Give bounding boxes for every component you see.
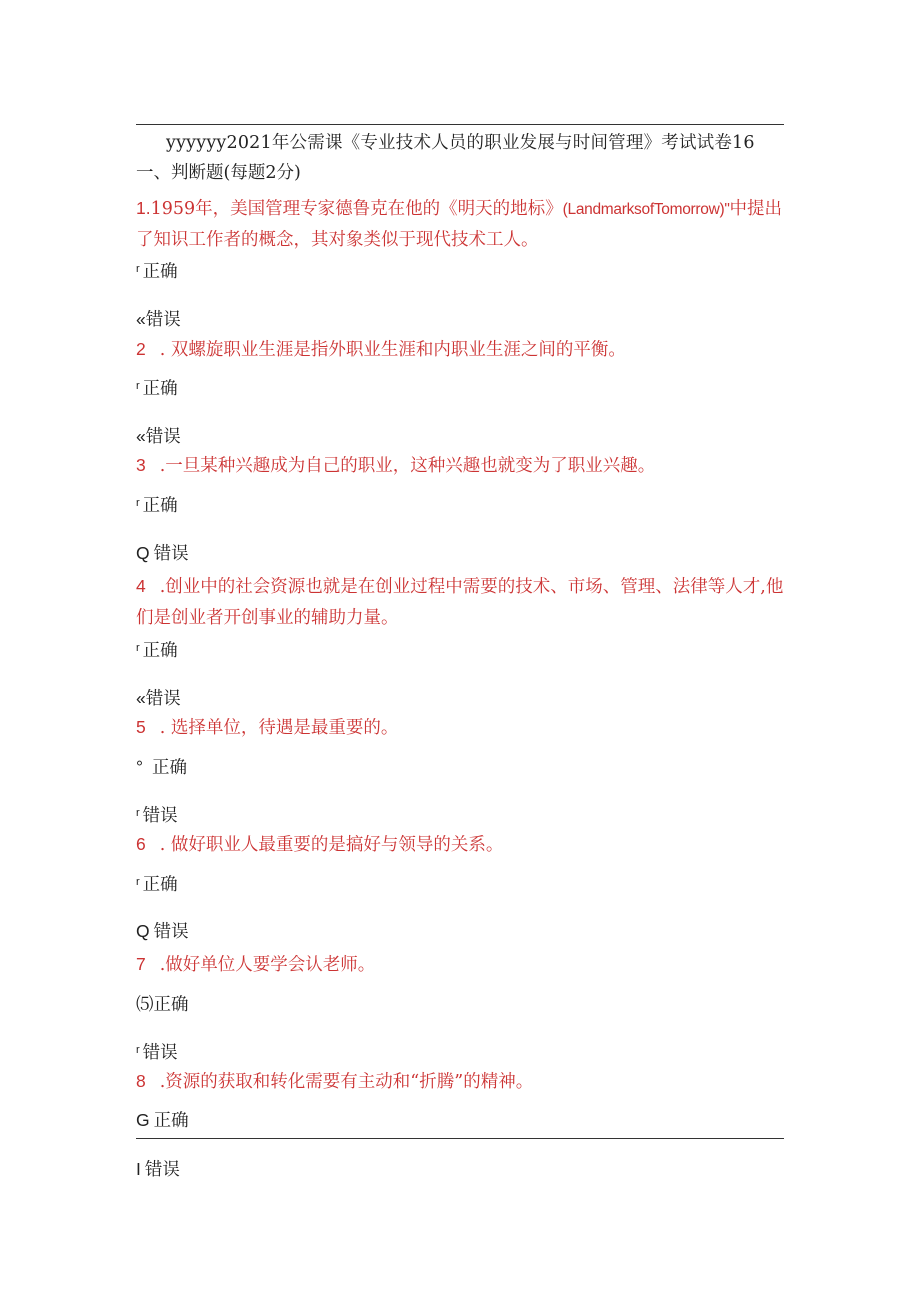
question-number: 1.: [136, 198, 151, 218]
option-false[interactable]: [136, 685, 181, 710]
radio-mark: «: [136, 309, 146, 329]
option-label: 正确: [153, 995, 189, 1015]
option-label: 错误: [153, 544, 189, 564]
question-8: [136, 1066, 786, 1098]
option-true[interactable]: [136, 375, 178, 400]
option-label: 正确: [142, 379, 178, 399]
option-label: 错误: [145, 427, 181, 447]
option-label: 错误: [142, 1043, 178, 1063]
option-false[interactable]: [136, 802, 178, 827]
question-number: 2: [136, 339, 146, 359]
question-number: 5: [136, 717, 146, 737]
question-text: .创业中的社会资源也就是在创业过程中需要的技术、市场、管理、法律等人才,他们是创业者开创事业的辅助力量。: [136, 577, 784, 628]
option-false[interactable]: [136, 306, 181, 331]
option-false[interactable]: [136, 918, 189, 943]
radio-mark: I: [136, 1159, 141, 1179]
question-text: 中提出了知识工作者的概念，其对象类似于现代技术工人。: [136, 199, 783, 250]
option-true[interactable]: [136, 754, 187, 779]
option-label: 正确: [142, 875, 178, 895]
option-true[interactable]: [136, 637, 178, 662]
option-label: 正确: [142, 641, 178, 661]
option-true[interactable]: [136, 991, 189, 1016]
option-false[interactable]: [136, 540, 189, 565]
option-false[interactable]: [136, 423, 181, 448]
radio-mark: r: [136, 263, 140, 275]
radio-mark: °: [136, 757, 143, 777]
document-title: yyyyyy2021年公需课《专业技术人员的职业发展与时间管理》考试试卷16: [166, 133, 755, 153]
question-number: 3: [136, 455, 146, 475]
radio-mark: r: [136, 807, 140, 819]
question-7: [136, 949, 786, 981]
radio-mark: ⑸: [136, 994, 154, 1014]
option-true[interactable]: [136, 258, 178, 283]
option-label: 错误: [153, 922, 189, 942]
radio-mark: G: [136, 1110, 150, 1130]
radio-mark: «: [136, 688, 146, 708]
radio-mark: Q: [136, 543, 150, 563]
question-text-english: (LandmarksofTomorrow)": [562, 201, 730, 218]
option-label: 正确: [153, 1111, 189, 1131]
question-3: [136, 450, 786, 482]
question-number: 6: [136, 834, 146, 854]
radio-mark: r: [136, 380, 140, 392]
question-text: .资源的获取和转化需要有主动和“折腾”的精神。: [159, 1072, 534, 1092]
radio-mark: «: [136, 426, 146, 446]
question-text: .做好单位人要学会认老师。: [159, 955, 376, 975]
question-number: 7: [136, 954, 146, 974]
question-2: [136, 334, 786, 366]
section-heading: 一、判断题(每题2分): [136, 163, 301, 183]
option-false[interactable]: [136, 1039, 178, 1064]
option-label: 正确: [142, 262, 178, 282]
option-true[interactable]: [136, 1107, 189, 1132]
question-text: 1959年，美国管理专家德鲁克在他的《明天的地标》: [150, 199, 563, 219]
question-text: . 选择单位，待遇是最重要的。: [159, 718, 399, 738]
option-label: 错误: [145, 689, 181, 709]
option-label: 错误: [144, 1160, 180, 1180]
question-number: 8: [136, 1071, 146, 1091]
question-6: [136, 829, 786, 861]
option-label: 错误: [145, 310, 181, 330]
top-divider: [136, 124, 784, 125]
question-text: .一旦某种兴趣成为自己的职业，这种兴趣也就变为了职业兴趣。: [159, 456, 656, 476]
question-4: [136, 571, 786, 634]
radio-mark: r: [136, 876, 140, 888]
option-true[interactable]: [136, 492, 178, 517]
option-label: 错误: [142, 806, 178, 826]
bottom-divider: [136, 1138, 784, 1139]
option-label: 正确: [142, 496, 178, 516]
option-true[interactable]: [136, 871, 178, 896]
radio-mark: r: [136, 1044, 140, 1056]
radio-mark: Q: [136, 921, 150, 941]
question-text: . 双螺旋职业生涯是指外职业生涯和内职业生涯之间的平衡。: [159, 340, 626, 360]
question-number: 4: [136, 576, 146, 596]
radio-mark: r: [136, 497, 140, 509]
option-false[interactable]: [136, 1156, 180, 1181]
radio-mark: r: [136, 642, 140, 654]
question-1: [136, 193, 786, 256]
question-text: . 做好职业人最重要的是搞好与领导的关系。: [159, 835, 504, 855]
option-label: 正确: [152, 758, 187, 778]
question-5: [136, 712, 786, 744]
